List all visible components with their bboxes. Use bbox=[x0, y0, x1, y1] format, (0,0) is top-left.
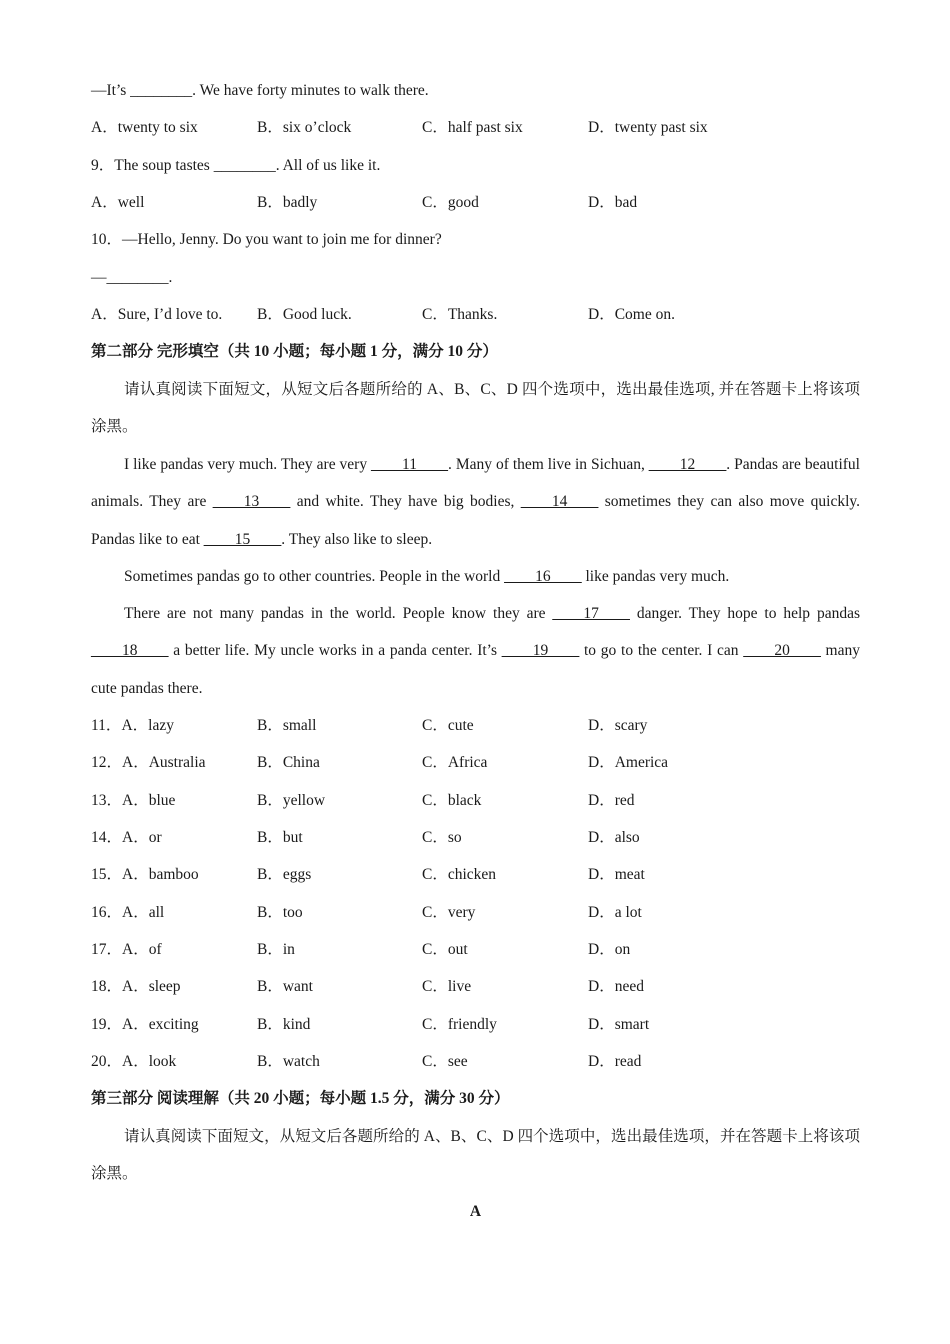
question-option-d: D．meat bbox=[588, 866, 645, 883]
section-a-label: A bbox=[469, 1203, 482, 1220]
question-option-a: 12．A．Australia bbox=[91, 754, 206, 771]
question-option-a: 15．A．bamboo bbox=[91, 866, 199, 883]
passage-text: danger. They hope to help pandas bbox=[629, 605, 860, 622]
passage-text: . They also like to sleep. bbox=[281, 530, 433, 548]
question-option-b: B．China bbox=[257, 754, 320, 771]
q10-stem: 10．—Hello, Jenny. Do you want to join me for dinner? bbox=[91, 231, 442, 248]
blank-20: ____20____ bbox=[743, 642, 821, 660]
question-option-b: B．kind bbox=[257, 1016, 311, 1033]
question-option-c: C．out bbox=[422, 941, 468, 958]
part2-heading: 第二部分 完形填空（共 10 小题；每小题 1 分，满分 10 分） bbox=[91, 343, 498, 360]
question-option-a: 13．A．blue bbox=[91, 792, 176, 809]
blank-17: ____17____ bbox=[552, 605, 630, 622]
question-option-b: B．but bbox=[257, 829, 303, 846]
part3-instruction: 请认真阅读下面短文，从短文后各题所给的 A、B、C、D 四个选项中，选出最佳选项，并在答题卡上将该项涂黑。 bbox=[91, 1128, 860, 1183]
q10-option-b: B．Good luck. bbox=[257, 306, 352, 323]
question-option-c: C．chicken bbox=[422, 866, 497, 883]
blank-16: ____16____ bbox=[504, 568, 582, 585]
question-row bbox=[91, 940, 860, 960]
question-row bbox=[91, 977, 860, 997]
question-option-a: 18．A．sleep bbox=[91, 978, 181, 995]
question-option-c: C．see bbox=[422, 1053, 468, 1070]
part2-instruction: 请认真阅读下面短文，从短文后各题所给的 A、B、C、D 四个选项中，选出最佳选项, 并在答题卡上将该项涂黑。 bbox=[91, 381, 860, 436]
question-option-d: D．read bbox=[588, 1053, 642, 1070]
question-option-c: C．live bbox=[422, 978, 472, 995]
blank-13: ____13____ bbox=[212, 493, 291, 511]
passage-paragraph-3 bbox=[91, 595, 860, 707]
passage-paragraph-1 bbox=[91, 446, 860, 558]
question-row bbox=[91, 1052, 860, 1072]
question-option-d: D．smart bbox=[588, 1016, 650, 1033]
question-option-b: B．too bbox=[257, 904, 303, 921]
question-row bbox=[91, 903, 860, 923]
q10-option-c: C．Thanks. bbox=[422, 306, 498, 323]
passage-text: like pandas very much. bbox=[581, 568, 730, 585]
blank-14: ____14____ bbox=[520, 493, 599, 511]
question-option-b: B．eggs bbox=[257, 866, 312, 883]
q9-option-c: C．good bbox=[422, 194, 479, 211]
q9-options bbox=[91, 193, 860, 213]
q8-option-b: B．six o’clock bbox=[257, 119, 352, 136]
question-option-a: 20．A．look bbox=[91, 1053, 177, 1070]
passage-text: sometimes they can also move quickly. Pandas like to eat bbox=[91, 493, 861, 548]
question-option-d: D．America bbox=[588, 754, 669, 771]
q8-option-c: C．half past six bbox=[422, 119, 523, 136]
question-option-c: C．cute bbox=[422, 717, 474, 734]
question-row bbox=[91, 865, 860, 885]
question-row bbox=[91, 716, 860, 736]
question-option-b: B．small bbox=[257, 717, 317, 734]
question-option-b: B．in bbox=[257, 941, 295, 958]
q9-stem: 9．The soup tastes ________. All of us like it. bbox=[91, 157, 381, 174]
question-option-d: D．a lot bbox=[588, 904, 642, 921]
question-option-b: B．yellow bbox=[257, 792, 326, 809]
passage-text: . Many of them live in Sichuan, bbox=[447, 456, 649, 473]
q10-option-a: A．Sure, I’d love to. bbox=[91, 306, 223, 323]
passage-paragraph-2 bbox=[91, 558, 860, 595]
passage-text: . Pandas are beautiful animals. They are bbox=[91, 456, 860, 511]
question-row bbox=[91, 791, 860, 811]
question-option-a: 19．A．exciting bbox=[91, 1016, 199, 1033]
question-option-c: C．so bbox=[422, 829, 462, 846]
passage-text: I like pandas very much. They are very bbox=[124, 456, 372, 473]
blank-12: ____12____ bbox=[648, 456, 727, 473]
question-option-d: D．also bbox=[588, 829, 640, 846]
question-option-c: C．friendly bbox=[422, 1016, 497, 1033]
question-option-c: C．black bbox=[422, 792, 482, 809]
q9-option-d: D．bad bbox=[588, 194, 638, 211]
question-option-a: 11．A．lazy bbox=[91, 717, 174, 734]
passage-text: There are not many pandas in the world. People know they are bbox=[124, 605, 553, 622]
question-option-b: B．watch bbox=[257, 1053, 320, 1070]
question-row bbox=[91, 828, 860, 848]
q10-answer-line: —________. bbox=[91, 269, 173, 286]
passage-text: and white. They have big bodies, bbox=[290, 493, 521, 511]
question-option-c: C．Africa bbox=[422, 754, 488, 771]
q10-options bbox=[91, 305, 860, 325]
passage-text: a better life. My uncle works in a panda center. It’s bbox=[168, 642, 502, 660]
question-option-a: 14．A．or bbox=[91, 829, 162, 846]
question-option-d: D．scary bbox=[588, 717, 648, 734]
passage-text: to go to the center. I can bbox=[579, 642, 744, 660]
q8-options bbox=[91, 118, 860, 138]
question-option-c: C．very bbox=[422, 904, 476, 921]
q8-option-a: A．twenty to six bbox=[91, 119, 198, 136]
question-option-d: D．on bbox=[588, 941, 631, 958]
question-row bbox=[91, 753, 860, 773]
q8-stem: —It’s ________. We have forty minutes to walk there. bbox=[91, 82, 429, 99]
question-option-b: B．want bbox=[257, 978, 313, 995]
passage-text: Sometimes pandas go to other countries. People in the world bbox=[124, 568, 505, 585]
question-option-d: D．red bbox=[588, 792, 635, 809]
blank-15: ____15____ bbox=[203, 530, 282, 548]
part3-heading: 第三部分 阅读理解（共 20 小题；每小题 1.5 分，满分 30 分） bbox=[91, 1090, 510, 1107]
q8-option-d: D．twenty past six bbox=[588, 119, 708, 136]
question-option-a: 16．A．all bbox=[91, 904, 165, 921]
passage-text: many cute pandas there. bbox=[91, 642, 860, 697]
blank-11: ____11____ bbox=[371, 456, 448, 473]
q9-option-b: B．badly bbox=[257, 194, 318, 211]
question-option-d: D．need bbox=[588, 978, 644, 995]
q9-option-a: A．well bbox=[91, 194, 145, 211]
question-row bbox=[91, 1015, 860, 1035]
question-option-a: 17．A．of bbox=[91, 941, 162, 958]
blank-18: ____18____ bbox=[91, 642, 169, 660]
blank-19: ____19____ bbox=[501, 642, 580, 660]
q10-option-d: D．Come on. bbox=[588, 306, 675, 323]
